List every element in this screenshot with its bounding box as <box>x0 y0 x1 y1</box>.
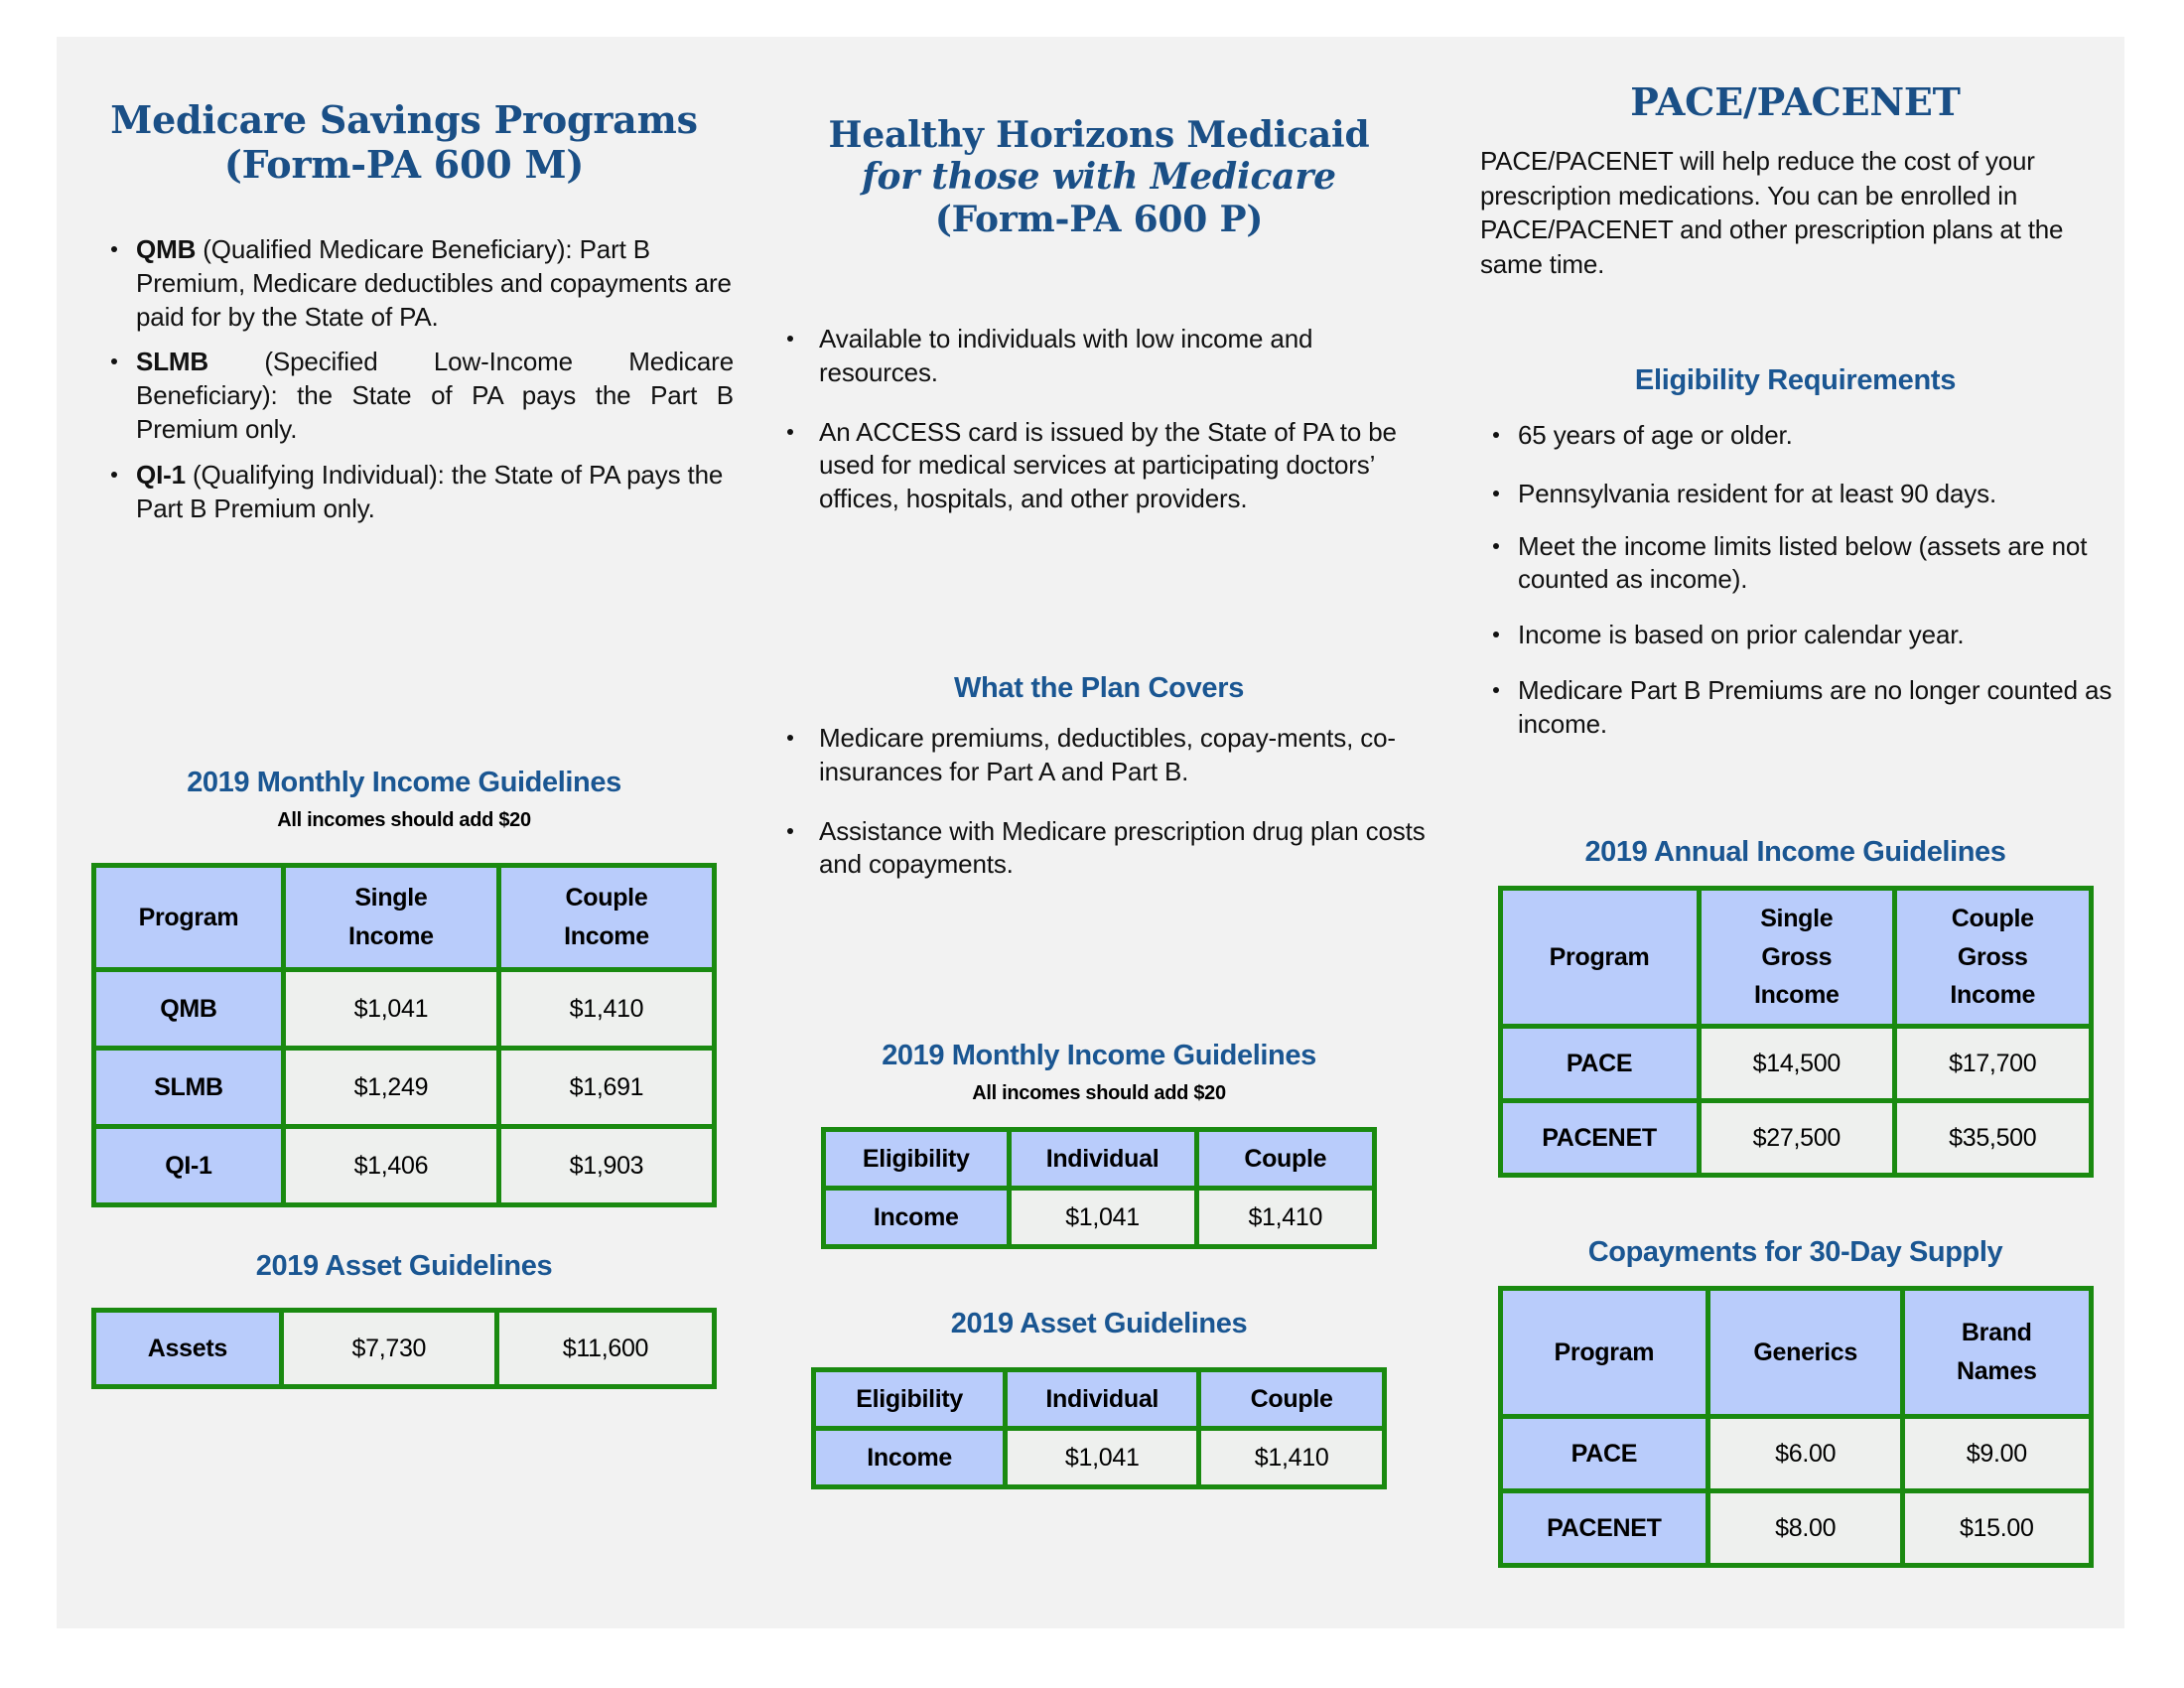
header-cell-program: Program <box>1503 891 1702 1029</box>
left-asset-table <box>91 1308 717 1389</box>
copayments-table-title: Copayments for 30-Day Supply <box>1587 1236 2003 1268</box>
row-label-income: Income <box>826 1191 1012 1244</box>
row-label-pace: PACE <box>1503 1029 1702 1103</box>
annual-income-table <box>1498 886 2094 1178</box>
list-item <box>1480 530 2125 598</box>
middle-title-line-3: (Form-PA 600 P) <box>934 198 1264 240</box>
middle-income-table-note: All incomes should add $20 <box>972 1082 1226 1104</box>
list-item <box>1480 419 2125 453</box>
header-line-1: Couple <box>565 884 648 913</box>
middle-title-line-1: Healthy Horizons Medicaid <box>828 114 1370 156</box>
cell-value: $1,903 <box>501 1129 712 1202</box>
bullet-text: Medicare premiums, deductibles, copay-ments, co-insurances for Part A and Part B. <box>819 723 1396 786</box>
table-header-row <box>1503 891 2089 1029</box>
cell-value: $6.00 <box>1710 1419 1905 1493</box>
list-item <box>98 233 734 334</box>
middle-income-table-title: 2019 Monthly Income Guidelines <box>882 1040 1316 1071</box>
brochure-page <box>57 37 2124 1628</box>
header-cell-brand-names <box>1905 1291 2088 1419</box>
header-line-2: Income <box>348 922 434 950</box>
left-income-table-title: 2019 Monthly Income Guidelines <box>187 767 621 798</box>
row-label-pacenet: PACENET <box>1503 1493 1711 1563</box>
header-cell-eligibility: Eligibility <box>816 1372 1008 1431</box>
what-the-plan-covers-heading: What the Plan Covers <box>953 672 1245 704</box>
cell-value: $1,041 <box>286 972 501 1051</box>
left-title-line-1: Medicare Savings Programs <box>110 97 698 142</box>
copayments-table <box>1498 1286 2094 1568</box>
header-cell-individual: Individual <box>1012 1132 1199 1191</box>
bullet-text: Pennsylvania resident for at least 90 days. <box>1518 478 1997 508</box>
middle-asset-table <box>811 1367 1387 1489</box>
table-row <box>1503 1103 2089 1173</box>
cell-value: $1,041 <box>1008 1431 1201 1484</box>
pace-intro-paragraph: PACE/PACENET will help reduce the cost of your prescription medications. You can be enrolled in PACE/PACENET and other prescription plans at the same time. <box>1480 146 2064 279</box>
list-item <box>771 416 1427 516</box>
header-line-1: Brand <box>1961 1319 2032 1347</box>
cell-value: $1,041 <box>1012 1191 1199 1244</box>
table-row <box>1503 1029 2089 1103</box>
row-label: SLMB <box>96 1051 286 1129</box>
table-row <box>96 972 712 1051</box>
middle-bullet-list <box>771 323 1427 528</box>
cell-value: $1,410 <box>501 972 712 1051</box>
cell-value: $15.00 <box>1905 1493 2088 1563</box>
middle-column-title <box>751 114 1446 240</box>
eligibility-bullet-list <box>1480 419 2125 754</box>
table-header-row <box>1503 1291 2089 1419</box>
header-line-2: Names <box>1957 1357 2037 1385</box>
bullet-lead-qi1: QI-1 <box>136 459 186 490</box>
bullet-lead-qmb: QMB <box>136 234 197 264</box>
bullet-text-slmb: (Specified Low-Income Medicare Beneficiary): the State of PA pays the Part B Premium only. <box>136 347 734 444</box>
row-label-pacenet: PACENET <box>1503 1103 1702 1173</box>
cell-value: $8.00 <box>1710 1493 1905 1563</box>
header-line-3: Income <box>1950 981 2036 1010</box>
table-row <box>1503 1493 2089 1563</box>
list-item <box>98 346 734 446</box>
table-header-row <box>816 1372 1382 1431</box>
cell-value: $27,500 <box>1702 1103 1897 1173</box>
list-item <box>1480 674 2125 742</box>
left-income-table <box>91 863 717 1207</box>
bullet-text: Meet the income limits listed below (assets are not counted as income). <box>1518 530 2088 595</box>
header-cell-single-gross-income <box>1702 891 1897 1029</box>
row-label-assets: Assets <box>96 1313 284 1384</box>
table-row <box>816 1431 1382 1484</box>
header-cell-program: Program <box>96 868 286 972</box>
bullet-text: Assistance with Medicare prescription drug plan costs and copayments. <box>819 815 1426 880</box>
left-bullet-list <box>98 233 734 537</box>
row-label: QI-1 <box>96 1129 286 1202</box>
left-asset-table-title: 2019 Asset Guidelines <box>255 1250 553 1282</box>
bullet-text: Available to individuals with low income and resources. <box>819 324 1313 387</box>
bullet-text-qi1: (Qualifying Individual): the State of PA pays the Part B Premium only. <box>136 459 724 523</box>
header-line-2: Gross <box>1957 942 2028 971</box>
list-item <box>98 459 734 526</box>
list-item <box>771 722 1427 789</box>
bullet-text: An ACCESS card is issued by the State of PA to be used for medical services at participating doctors’ offices, hospitals, and other providers. <box>819 416 1397 514</box>
header-line-1: Couple <box>1951 904 2034 932</box>
header-cell-individual: Individual <box>1008 1372 1201 1431</box>
header-cell-eligibility: Eligibility <box>826 1132 1012 1191</box>
plan-covers-bullet-list <box>771 722 1427 894</box>
table-header-row <box>826 1132 1372 1191</box>
row-label: QMB <box>96 972 286 1051</box>
cell-value: $7,730 <box>284 1313 499 1384</box>
row-label-pace: PACE <box>1503 1419 1711 1493</box>
header-cell-couple-income <box>501 868 712 972</box>
cell-value: $11,600 <box>499 1313 712 1384</box>
left-title-line-2: (Form-PA 600 M) <box>223 141 585 187</box>
header-line-1: Single <box>1760 904 1834 932</box>
cell-value: $1,406 <box>286 1129 501 1202</box>
middle-asset-table-title: 2019 Asset Guidelines <box>950 1308 1248 1339</box>
cell-value: $1,410 <box>1199 1191 1372 1244</box>
header-cell-program: Program <box>1503 1291 1711 1419</box>
cell-value: $9.00 <box>1905 1419 2088 1493</box>
header-cell-couple: Couple <box>1199 1132 1372 1191</box>
header-cell-generics: Generics <box>1710 1291 1905 1419</box>
header-line-2: Income <box>564 922 649 950</box>
middle-income-table <box>821 1127 1377 1249</box>
list-item <box>1480 619 2125 652</box>
table-row <box>1503 1419 2089 1493</box>
bullet-text: 65 years of age or older. <box>1518 420 1793 450</box>
middle-title-line-2: for those with Medicare <box>862 156 1336 199</box>
cell-value: $17,700 <box>1897 1029 2088 1103</box>
right-column-title: PACE/PACENET <box>1630 79 1961 124</box>
header-line-1: Single <box>354 884 428 913</box>
header-line-3: Income <box>1753 981 1840 1010</box>
table-row <box>96 1313 712 1384</box>
annual-income-table-title: 2019 Annual Income Guidelines <box>1584 836 2006 868</box>
cell-value: $1,249 <box>286 1051 501 1129</box>
bullet-text: Medicare Part B Premiums are no longer counted as income. <box>1518 674 2113 739</box>
cell-value: $1,410 <box>1201 1431 1382 1484</box>
cell-value: $35,500 <box>1897 1103 2088 1173</box>
left-column-title <box>57 98 751 188</box>
bullet-text-qmb: (Qualified Medicare Beneficiary): Part B Premium, Medicare deductibles and copayments are paid for by the State of PA. <box>136 234 732 332</box>
list-item <box>1480 478 2125 511</box>
table-row <box>96 1051 712 1129</box>
left-income-table-note: All incomes should add $20 <box>277 809 531 831</box>
table-row <box>826 1191 1372 1244</box>
bullet-text: Income is based on prior calendar year. <box>1518 620 1965 650</box>
cell-value: $1,691 <box>501 1051 712 1129</box>
bullet-lead-slmb: SLMB <box>136 347 209 377</box>
header-cell-couple-gross-income <box>1897 891 2088 1029</box>
header-cell-couple: Couple <box>1201 1372 1382 1431</box>
table-header-row <box>96 868 712 972</box>
header-line-2: Gross <box>1761 942 1833 971</box>
list-item <box>771 815 1427 883</box>
row-label-income: Income <box>816 1431 1008 1484</box>
list-item <box>771 323 1427 390</box>
header-cell-single-income <box>286 868 501 972</box>
eligibility-requirements-heading: Eligibility Requirements <box>1634 364 1957 396</box>
cell-value: $14,500 <box>1702 1029 1897 1103</box>
table-row <box>96 1129 712 1202</box>
